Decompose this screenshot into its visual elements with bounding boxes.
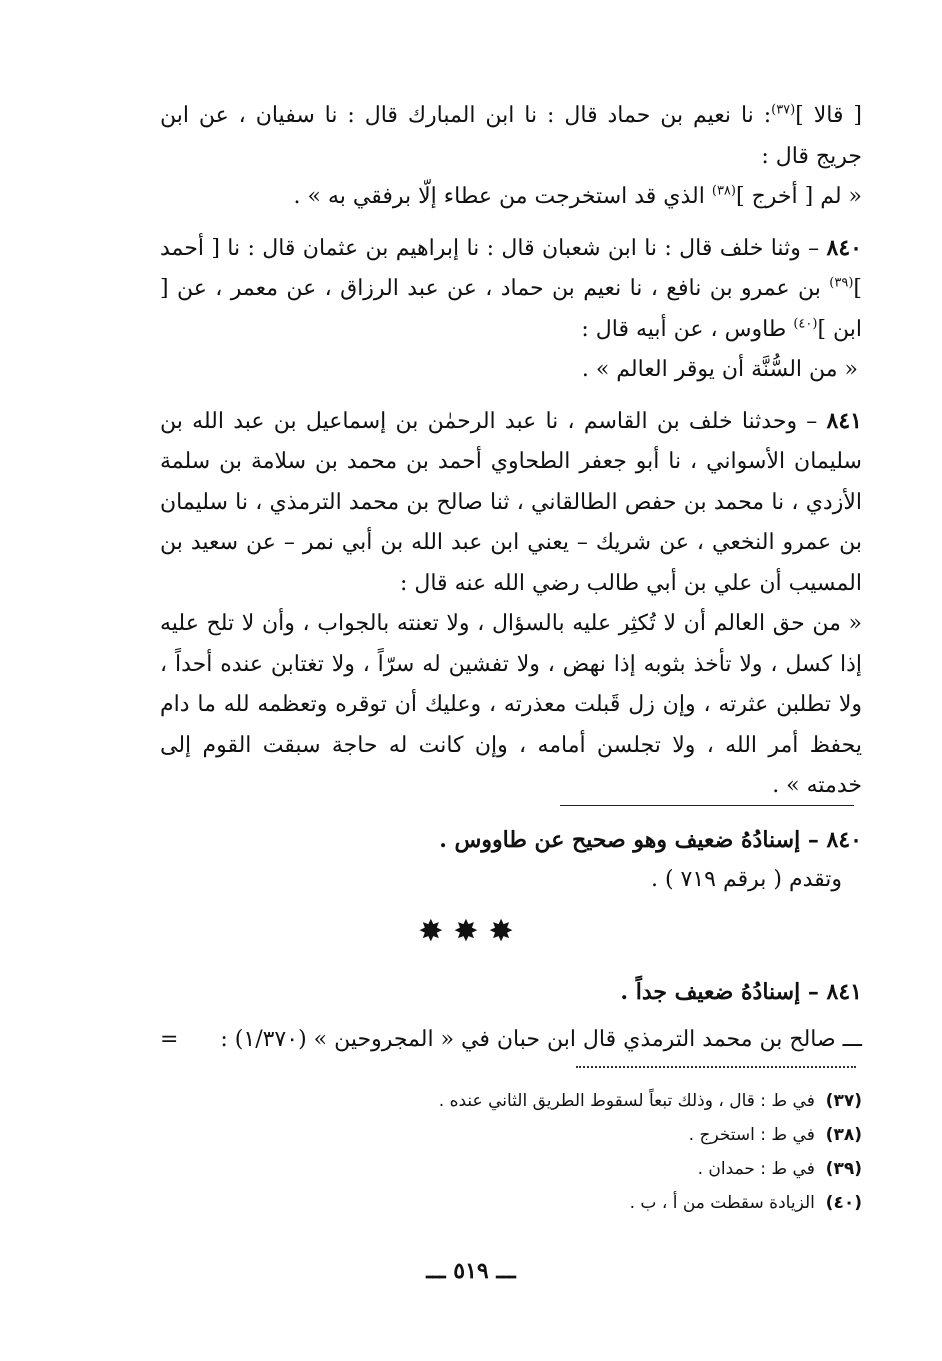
footnote-separator bbox=[576, 1066, 856, 1068]
commentary-841-title bbox=[160, 968, 862, 1016]
hadith-841 bbox=[160, 401, 862, 605]
footnote-number: (٣٨) bbox=[825, 1125, 862, 1145]
chain-text: طاوس ، عن أبيه قال : bbox=[581, 316, 794, 342]
commentary-840 bbox=[160, 820, 862, 900]
footnote-ref-38[interactable]: (٣٨) bbox=[711, 183, 736, 199]
quote-end: الذي قد استخرجت من عطاء إلّا برفقي به » . bbox=[293, 184, 712, 209]
chain-text: بن عمرو بن نافع ، نا نعيم بن حماد ، عن عبد الرزاق ، عن معمر ، عن [ ابن ] bbox=[160, 276, 862, 342]
hadith-number-841: ٨٤١ bbox=[826, 407, 862, 434]
commentary-number: ٨٤١ bbox=[826, 979, 862, 1005]
opening-chain bbox=[160, 96, 862, 177]
continuation-mark: = bbox=[160, 1027, 179, 1052]
hadith-840 bbox=[160, 228, 862, 351]
commentary-840-title bbox=[160, 820, 862, 860]
footnote-text: في ط : قال ، وذلك تبعاً لسقوط الطريق الثاني عنده . bbox=[438, 1091, 815, 1111]
commentary-840-ref: وتقدم ( برقم ٧١٩ ) . bbox=[650, 867, 842, 892]
footnote-number: (٤٠) bbox=[825, 1193, 862, 1213]
footnote-40 bbox=[400, 1186, 862, 1220]
footnote-ref-39[interactable]: (٣٩) bbox=[829, 275, 854, 291]
main-text bbox=[160, 96, 862, 807]
footnote-ref-40[interactable]: (٤٠) bbox=[793, 316, 818, 332]
footnote-text: في ط : استخرج . bbox=[688, 1125, 815, 1145]
quote-start: « لم [ أخرج ] bbox=[736, 184, 862, 209]
hadith-number-840: ٨٤٠ bbox=[826, 234, 862, 261]
footnote-38 bbox=[400, 1118, 862, 1152]
commentary-841 bbox=[160, 968, 862, 1064]
footnote-39 bbox=[400, 1152, 862, 1186]
footnote-37 bbox=[400, 1084, 862, 1118]
commentary-text: – إسنادُهُ ضعيف جداً . bbox=[620, 979, 827, 1005]
commentary-841-sub: ـــ صالح بن محمد الترمذي قال ابن حبان في « المجروحين » (١/٣٧٠) : bbox=[220, 1027, 862, 1052]
page-number: ـــ ٥١٩ ـــ bbox=[426, 1258, 516, 1284]
footnote-text: في ط : حمدان . bbox=[697, 1159, 815, 1179]
separator-rule bbox=[560, 805, 854, 806]
chain-text: : نا نعيم بن حماد قال : نا ابن المبارك قال : نا سفيان ، عن ابن جريج قال : bbox=[160, 103, 862, 169]
footnote-text: الزيادة سقطت من أ ، ب . bbox=[629, 1193, 815, 1213]
stars-ornament: ✸✸✸ bbox=[418, 914, 524, 949]
chain-text: – وثنا خلف قال : نا ابن شعبان قال : نا إبراهيم بن عثمان قال : نا [ أحمد ] bbox=[160, 235, 862, 301]
chain-text: – وحدثنا خلف بن القاسم ، نا عبد الرحمٰن بن إسماعيل بن عبد الله بن سليمان الأسواني ، نا أبو جعفر الطحاوي أحمد بن محمد بن سلامة بن سلمة الأزدي ، نا محمد بن حفص الطالقاني ، ثنا صالح بن محمد الترمذي ، نا سليمان بن عمرو النخعي ، عن شريك – يعني ابن عبد الله بن أبي نمر – عن سعيد بن المسيب أن علي بن أبي طالب رضي الله عنه قال : bbox=[160, 408, 862, 596]
bracket-text: [ قالا ] bbox=[795, 103, 862, 128]
footnote-ref-37[interactable]: (٣٧) bbox=[771, 102, 796, 118]
hadith-841-quote: « من حق العالم أن لا تُكثِر عليه بالسؤال ، ولا تعنته بالجواب ، وأن لا تلح عليه إذا كسل ، ولا تأخذ بثوبه إذا نهض ، ولا تفشين له سرّاً ، ولا تغتابن عنده أحداً ، ولا تطلبن عثرته ، وإن زل قَبلت معذرته ، وعليك أن توقره وتعظمه لله ما دام يحفظ أمر الله ، ولا تجلسن أمامه ، وإن كانت له حاجة سبقت القوم إلى خدمته » . bbox=[160, 611, 862, 798]
footnote-number: (٣٩) bbox=[825, 1159, 862, 1179]
footnotes bbox=[400, 1084, 862, 1220]
commentary-number: ٨٤٠ bbox=[826, 827, 862, 853]
footnote-number: (٣٧) bbox=[825, 1091, 862, 1111]
hadith-840-quote: « من السُّنَّة أن يوقر العالم » . bbox=[581, 357, 858, 382]
commentary-text: – إسنادُهُ ضعيف وهو صحيح عن طاووس . bbox=[439, 827, 827, 853]
opening-quote bbox=[160, 177, 862, 218]
